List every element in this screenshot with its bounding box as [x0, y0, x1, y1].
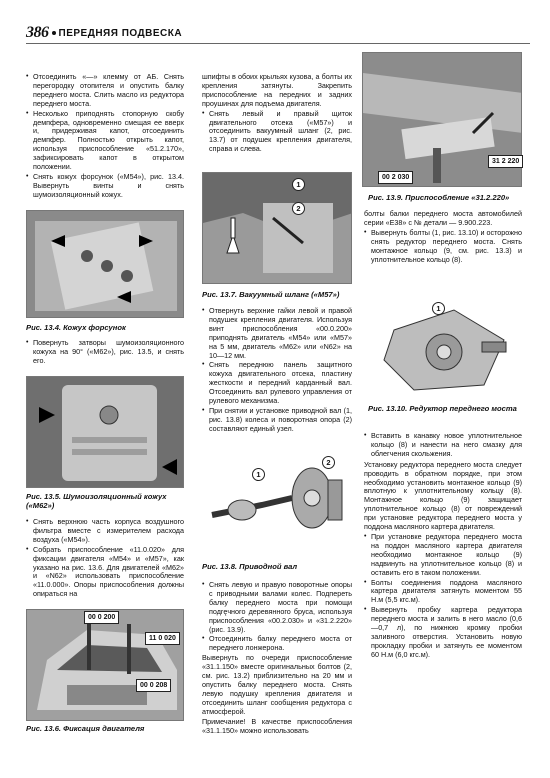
figure-caption: Рис. 13.7. Вакуумный шланг («М57»): [202, 290, 340, 299]
column-1-top: [26, 73, 184, 201]
tool-label: 00 0 208: [136, 679, 171, 692]
list-item: • При установке редуктора переднего моста на поддон масляного картера двигателя необходимо монтажное кольцо (9) надвинуть на уплотнительное кольцо (8) и оставить его в таком положении.: [364, 531, 522, 577]
paragraph: Установку редуктора переднего моста следует проводить в обратном порядке, при этом необходимо установить монтажное кольцо (9) вплотную к уплотнительному кольцу (8). Монтажное кольцо (9) защищает уплотнительное кольцо (8) от повреждений при установке редуктора переднего моста у поддона масляного картера двигателя.: [364, 459, 522, 532]
column-2-bottom: [202, 581, 352, 736]
column-2-top: [202, 73, 352, 155]
tool-label: 31 2 220: [488, 155, 523, 168]
list-item: • При снятии и установке приводной вал (1, рис. 13.8) колеса и поворотная опора (2) составляют единый узел.: [202, 405, 352, 433]
header-rule: [26, 43, 530, 44]
callout-number: 1: [252, 468, 265, 481]
figure-13-4-injector-cover: [26, 210, 184, 318]
figure-caption: Рис. 13.4. Кожух форсунок: [26, 323, 126, 332]
list-item: • Снять кожух форсунок («М54»), рис. 13.4. Вывернуть винты и снять шумоизоляционный кожух.: [26, 171, 184, 199]
column-2-mid: [202, 307, 352, 435]
page-header: [26, 24, 530, 42]
list-item: • Снять левый и правый щиток двигательного отсека («М57») и отсоединить вакуумный шланг (2, рис. 13.7) от подушек крепления двигателя, справа и слева.: [202, 108, 352, 154]
paragraph: шпифты в обоих крыльях кузова, а болты их крепления затянуты. Закрепить приспособление на передних и задних проушинах для подъема двигателя.: [202, 72, 352, 108]
engine-photo: [27, 211, 184, 318]
callout-number: 1: [292, 178, 305, 191]
tool-label: 11 0 020: [145, 632, 180, 645]
column-1-mid: [26, 339, 184, 367]
list-item: • Вывернуть пробку картера редуктора переднего моста и залить в него масло (0,6—0,7 л), по нижнюю кромку пробки заливного отверстия. Установить новую прокладку пробки и затянуть ее моментом 60 Н.м (6,0 кгс.м).: [364, 605, 522, 659]
column-1-bottom: [26, 518, 184, 600]
car-photo: [27, 610, 184, 721]
page-number: 386: [26, 24, 49, 41]
figure-caption: Рис. 13.6. Фиксация двигателя: [26, 724, 145, 733]
callout-number: 1: [432, 302, 445, 315]
list-item: • Снять переднюю панель защитного кожуха двигательного отсека, пластину жесткости и передний карданный вал. Отсоединить вал рулевого управления от рулевого механизма.: [202, 360, 352, 406]
list-item: • Вставить в канавку новое уплотнительное кольцо (8) и нанести на него смазку для облегчения скольжения.: [364, 431, 522, 458]
list-item: • Несколько приподнять стопорную скобу демпфера, одновременно смещая ее вверх и, придерживая капот, отсоединить демпфер. Полностью открыть капот, используя приспособление «51.2.170», зафиксировать капот в открытом положении.: [26, 108, 184, 172]
engine-cover-photo: [27, 377, 184, 488]
tool-label: 00 2 030: [378, 171, 413, 184]
list-item: • Болты соединения поддона масляного картера двигателя затянуть моментом 55 Н.м (5,5 кгс.м).: [364, 577, 522, 605]
figure-13-6-engine-fixture: [26, 609, 184, 721]
list-item: • Собрать приспособление «11.0.020» для фиксации двигателя «М54» и «М57», как указано на рис. 13.6. Для двигателей «М62» и «N62» использовать приспособление «11.0.000». Опоры приспособления должны опираться на: [26, 544, 184, 599]
figure-caption: Рис. 13.8. Приводной вал: [202, 562, 298, 571]
list-item: • Вывернуть болты (1, рис. 13.10) и осторожно снять редуктор переднего моста. Снять монтажное кольцо (9, см. рис. 13.3) и уплотнительное кольцо (8).: [364, 227, 522, 264]
callout-number: 2: [292, 202, 305, 215]
paragraph: болты балки переднего моста автомобилей серии «Е38» с № детали — 9.900.223.: [364, 209, 522, 227]
figure-13-10-front-axle-gearbox: [364, 300, 522, 400]
list-item: • Снять левую и правую поворотные опоры с приводными валами колес. Подпереть балку переднего моста при помощи подręчного деревянного бруса, используя приспособления «00.2.030» и «31.2.220» (рис. 13.9).: [202, 580, 352, 634]
figure-13-5-noise-cover: [26, 376, 184, 488]
vacuum-hose-photo: [203, 173, 352, 284]
list-item: • Отсоединить «—» клемму от АБ. Снять перегородку отопителя и опустить балку переднего моста. Слить масло из редуктора переднего моста.: [26, 72, 184, 108]
paragraph: Вывернуть по очереди приспособление «31.1.150» вместе оригинальных болтов (2, см. рис. 13.2) приблизительно на 20 мм и опустить балку переднего моста. Снять левую подушку крепления двигателя и отсоединить шланг сообщения редуктора с атмосферой.: [202, 653, 352, 716]
list-item: • Отсоединить балку переднего моста от переднего лонжерона.: [202, 634, 352, 653]
figure-13-7-vacuum-hose: [202, 172, 352, 284]
gearbox-drawing: [364, 300, 522, 400]
figure-caption: Рис. 13.5. Шумоизоляционный кожух («М62»): [26, 492, 167, 510]
paragraph: Примечание! В качестве приспособления «31.1.150» можно использовать: [202, 716, 352, 735]
column-3-mid: [364, 432, 522, 661]
tool-label: 00 0 200: [84, 611, 119, 624]
figure-caption: Рис. 13.10. Редуктор переднего моста: [368, 404, 517, 413]
callout-number: 2: [322, 456, 335, 469]
list-item: • Снять верхнюю часть корпуса воздушного фильтра вместе с измерителем расхода воздуха («М54»).: [26, 517, 184, 544]
section-title: ПЕРЕДНЯЯ ПОДВЕСКА: [58, 27, 183, 39]
header-bullet: [52, 31, 56, 35]
list-item: • Повернуть затворы шумоизоляционного кожуха на 90° («М62»), рис. 13.5, и снять его.: [26, 338, 184, 365]
figure-caption: Рис. 13.9. Приспособление «31.2.220»: [368, 193, 510, 202]
list-item: • Отвернуть верхние гайки левой и правой подушек крепления двигателя. Используя винт приспособления «00.0.200» приподнять двигатель «М54» или «М57» на 5 мм, двигатель «М62» или «N62» на 10—12 мм.: [202, 306, 352, 360]
column-3-top: [364, 210, 522, 265]
